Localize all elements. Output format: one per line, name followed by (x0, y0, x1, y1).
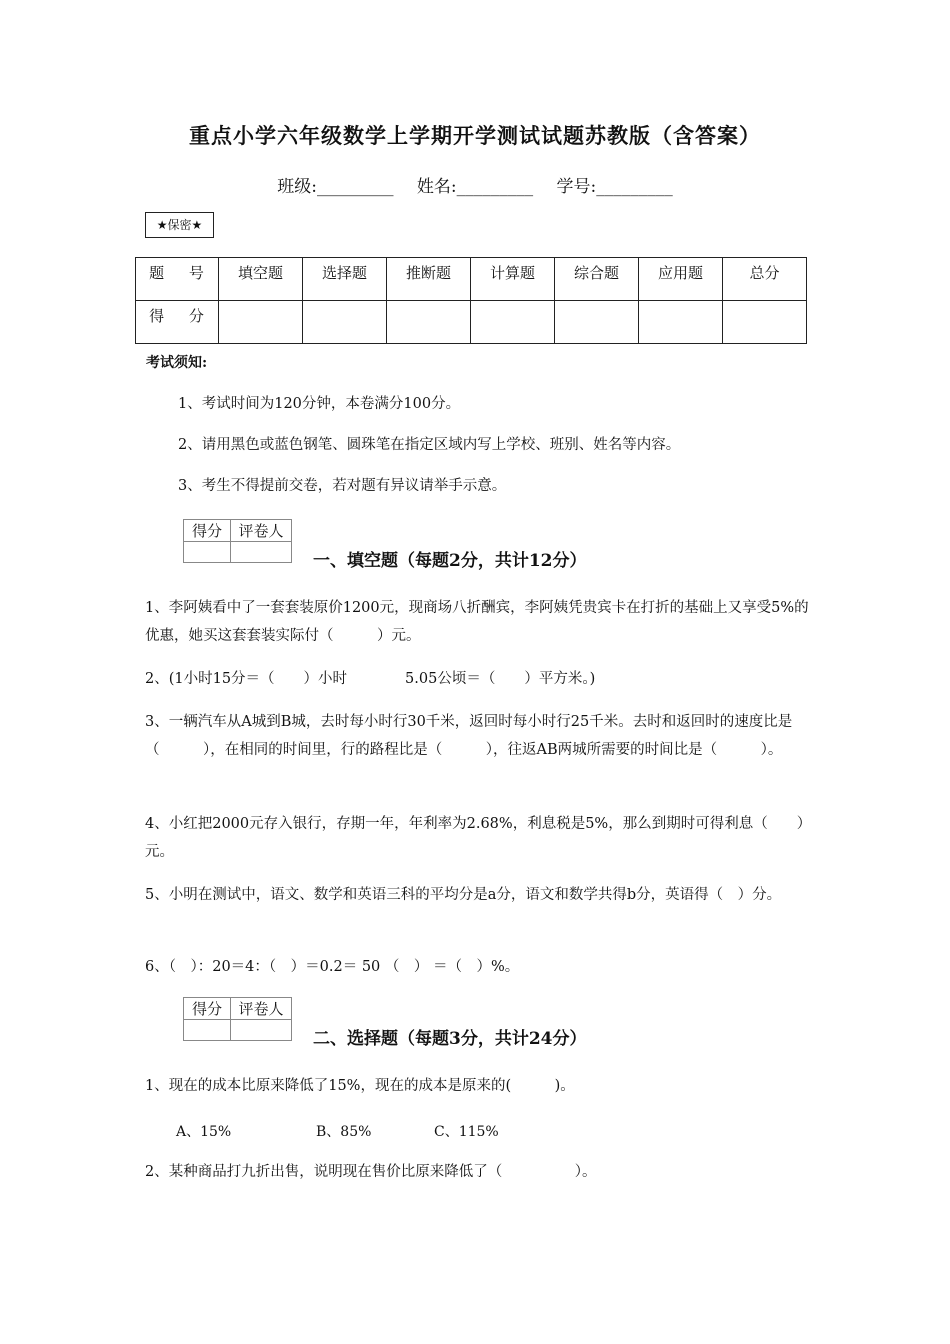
grader-name-label: 评卷人 (231, 998, 292, 1020)
section-title: 一、填空题（每题2分，共计12分） (313, 551, 587, 571)
question: 6、（ ）：20＝4：（ ）＝0.2＝ 50 （ ） ＝（ ）%。 (145, 959, 520, 975)
score-cell[interactable] (723, 301, 807, 344)
question: 2、某种商品打九折出售，说明现在售价比原来降低了（ ）。 (145, 1164, 597, 1180)
section-title: 二、选择题（每题3分，共计24分） (313, 1029, 587, 1049)
student-info-line (0, 172, 950, 197)
score-cell[interactable] (387, 301, 471, 344)
options-row (176, 1121, 499, 1141)
col-application: 应用题 (639, 258, 723, 301)
grader-score-label: 得分 (184, 998, 231, 1020)
score-cell[interactable] (219, 301, 303, 344)
student-id-field[interactable]: 学号:_________ (556, 177, 673, 197)
score-cell[interactable] (303, 301, 387, 344)
grader-name-cell[interactable] (231, 542, 292, 563)
col-calc: 计算题 (471, 258, 555, 301)
grader-score-cell[interactable] (184, 542, 231, 563)
score-cell[interactable] (555, 301, 639, 344)
page-title: 重点小学六年级数学上学期开学测试试题苏教版（含答案） (189, 123, 761, 148)
score-table-score-row (136, 301, 807, 344)
col-comprehensive: 综合题 (555, 258, 639, 301)
score-cell[interactable] (471, 301, 555, 344)
question: 1、李阿姨看中了一套套装原价1200元，现商场八折酬宾，李阿姨凭贵宾卡在打折的基础上又享受5%的优惠，她买这套套装实际付（ ）元。 (145, 600, 809, 644)
question: 1、现在的成本比原来降低了15%，现在的成本是原来的( )。 (145, 1078, 575, 1094)
grader-name-label: 评卷人 (231, 520, 292, 542)
notice-item: 2、请用黑色或蓝色钢笔、圆珠笔在指定区域内写上学校、班别、姓名等内容。 (178, 437, 681, 453)
grader-box (183, 519, 292, 563)
col-fill-blank: 填空题 (219, 258, 303, 301)
notice-item: 1、考试时间为120分钟，本卷满分100分。 (178, 396, 461, 412)
question: 4、小红把2000元存入银行，存期一年，年利率为2.68%，利息税是5%，那么到期时可得利息（ ）元。 (145, 816, 804, 860)
score-table-header-row (136, 258, 807, 301)
question: 3、一辆汽车从A城到B城，去时每小时行30千米，返回时每小时行25千米。去时和返回时的速度比是（ ），在相同的时间里，行的路程比是（ ），往返AB两城所需要的时间比是（ ）。 (145, 714, 793, 758)
question: 5、小明在测试中，语文、数学和英语三科的平均分是a分，语文和数学共得b分，英语得（ ）分。 (145, 887, 782, 903)
notice-item: 3、考生不得提前交卷，若对题有异议请举手示意。 (178, 478, 507, 494)
option-c: C、115% (434, 1124, 499, 1140)
name-field[interactable]: 姓名:_________ (416, 177, 534, 197)
notice-title: 考试须知: (146, 355, 208, 371)
grader-score-cell[interactable] (184, 1020, 231, 1041)
option-b: B、85% (316, 1124, 372, 1140)
row-head-question: 题 号 (136, 258, 219, 301)
row-head-score: 得 分 (136, 301, 219, 344)
col-choice: 选择题 (303, 258, 387, 301)
class-field[interactable]: 班级:_________ (277, 177, 394, 197)
score-cell[interactable] (639, 301, 723, 344)
confidential-badge: ★保密★ (145, 212, 214, 238)
score-table (135, 257, 807, 344)
grader-box (183, 997, 292, 1041)
question: 2、(1小时15分＝（ ）小时 5.05公顷＝（ ）平方米。) (145, 671, 596, 687)
grader-name-cell[interactable] (231, 1020, 292, 1041)
col-judge: 推断题 (387, 258, 471, 301)
option-a: A、15% (176, 1124, 232, 1140)
grader-score-label: 得分 (184, 520, 231, 542)
col-total: 总分 (723, 258, 807, 301)
